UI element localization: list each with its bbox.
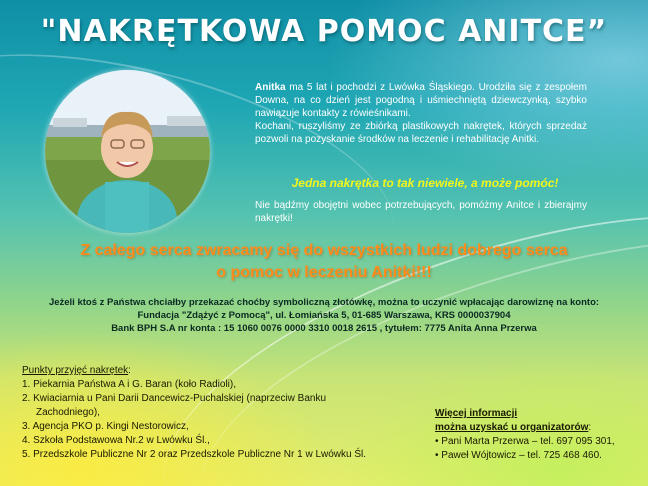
girl-photo-illustration: [45, 70, 210, 233]
list-item: 2. Kwiaciarnia u Pani Darii Dancewicz-Puchalskiej (naprzeciw Banku Zachodniego),: [22, 393, 327, 418]
contact-item: • Pani Marta Przerwa – tel. 697 095 301,: [435, 436, 615, 447]
intro-paragraph-1: [255, 81, 587, 120]
slogan: Jedna nakrętka to tak niewiele, a może pomóc!: [291, 176, 559, 190]
headline-line-2: o pomoc w leczeniu Anitki!!!: [216, 264, 432, 281]
list-item: 3. Agencja PKO p. Kingi Nestorowicz,: [22, 421, 189, 432]
collection-points: [22, 364, 422, 462]
intro-paragraph-2: Kochani, ruszyliśmy ze zbiórką plastikowych nakrętek, których sprzedaż pozwoli na pozyskanie środków na leczenie i rehabilitację Anitki.: [255, 121, 587, 145]
organizer-contacts: [435, 407, 645, 463]
donation-info: [0, 296, 648, 335]
contacts-heading-2: można uzyskać u organizatorów:: [435, 422, 592, 433]
poster-title: "NAKRĘTKOWA POMOC ANITCE”: [40, 14, 608, 49]
intro-name: Anitka: [255, 82, 286, 93]
plea-text: Nie bądźmy obojętni wobec potrzebujących, pomóżmy Anitce i zbierajmy nakrętki!: [255, 200, 587, 224]
headline: [0, 240, 648, 284]
headline-line-1: Z całego serca zwracamy się do wszystkich ludzi dobrego serca: [80, 242, 568, 259]
collection-points-list: [22, 378, 422, 462]
list-item: 5. Przedszkole Publiczne Nr 2 oraz Przedszkole Publiczne Nr 1 w Lwówku Śl.: [22, 449, 367, 460]
donation-line-3: Bank BPH S.A nr konta : 15 1060 0076 0000 3310 0018 2615 , tytułem: 7775 Anita Anna Przerwa: [111, 323, 537, 334]
contacts-heading-1: Więcej informacji: [435, 408, 518, 419]
list-item: 4. Szkoła Podstawowa Nr.2 w Lwówku Śl.,: [22, 435, 210, 446]
donation-line-1: Jeżeli ktoś z Państwa chciałby przekazać choćby symboliczną złotówkę, można to uczynić wpłacając darowiznę na konto:: [48, 297, 600, 308]
collection-points-heading: Punkty przyjęć nakrętek:: [22, 365, 131, 376]
girl-photo: [45, 70, 210, 233]
contact-item: • Paweł Wójtowicz – tel. 725 468 460.: [435, 450, 602, 461]
intro-paragraph-1-text: ma 5 lat i pochodzi z Lwówka Śląskiego. Urodziła się z zespołem Downa, na co dzień jest pogodną i uśmiechniętą dziewczynką, szybko nawiązuje kontakty z rówieśnikami.: [255, 82, 587, 119]
intro-text: [255, 81, 587, 146]
donation-line-2: Fundacja "Zdążyć z Pomocą", ul. Łomiańska 5, 01-685 Warszawa, KRS 0000037904: [137, 310, 511, 321]
list-item: 1. Piekarnia Państwa A i G. Baran (koło Radioli),: [22, 379, 236, 390]
